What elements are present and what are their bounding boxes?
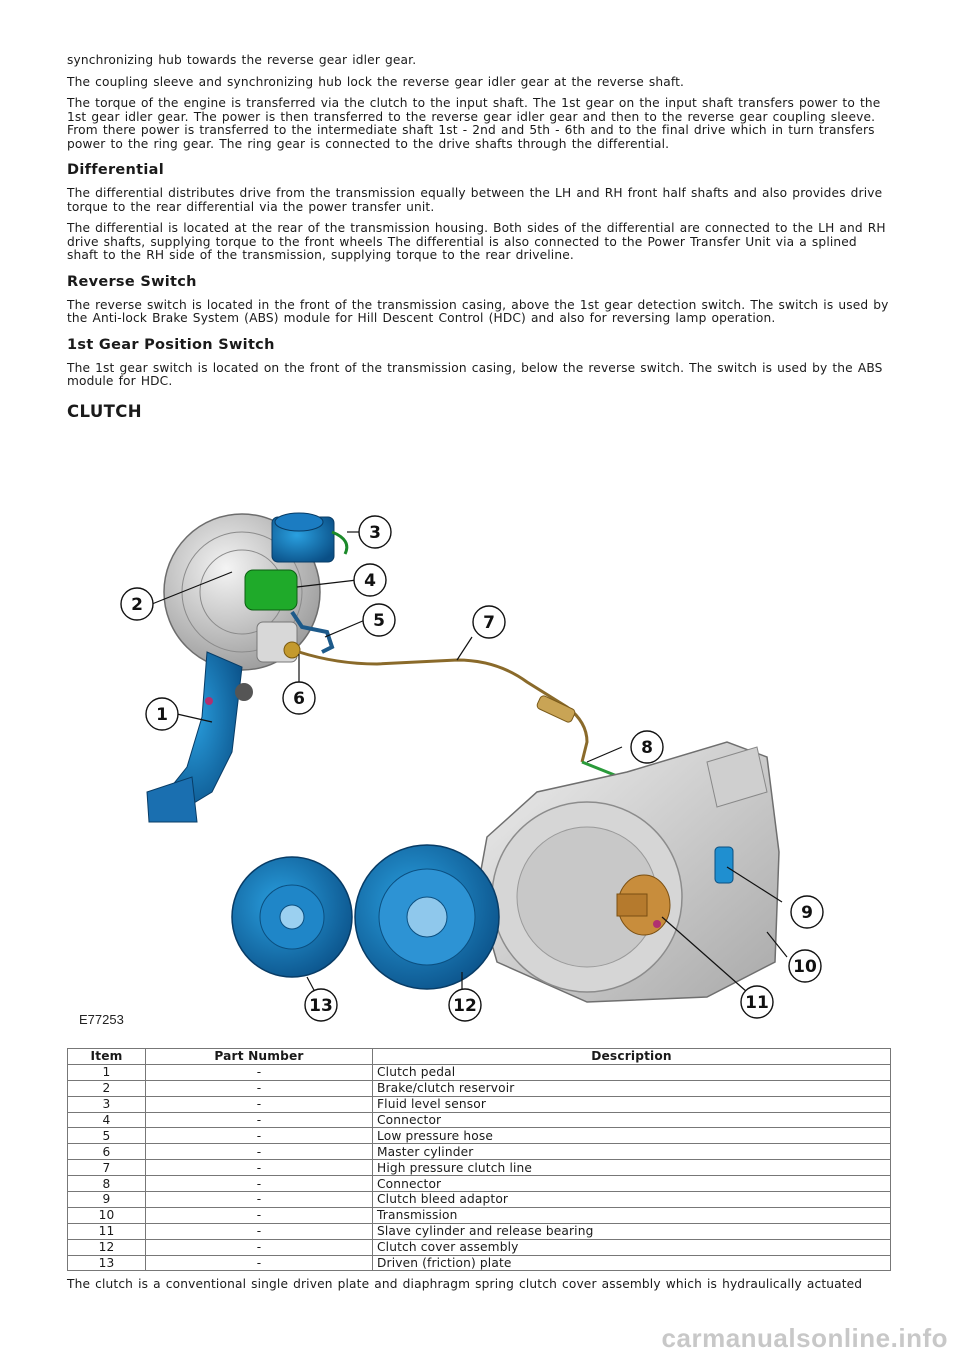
column-header-part-number: Part Number [146,1049,373,1065]
cell-part-number: - [146,1112,373,1128]
column-header-item: Item [68,1049,146,1065]
cell-item: 5 [68,1128,146,1144]
paragraph: The torque of the engine is transferred via the clutch to the input shaft. The 1st gear on the input shaft transfers power to the 1st gear idler gear. The power is then transferred to the reverse gear idler gear and then to the reverse gear coupling sleeve. From there power is transferred to the intermediate shaft 1st - 2nd and 5th - 6th and to the final drive which in turn transfers power to the ring gear. The ring gear is connected to the drive shafts through the differential. [67,96,881,151]
section-heading-1st-gear-switch: 1st Gear Position Switch [67,336,275,353]
clutch-pedal [147,652,253,822]
paragraph: synchronizing hub towards the reverse gear idler gear. [67,53,417,67]
callout-7 [473,606,505,638]
callout-5 [363,604,395,636]
table-row [68,1144,891,1160]
cell-part-number: - [146,1064,373,1080]
svg-text:5: 5 [373,611,385,631]
callout-4 [354,564,386,596]
callout-2 [121,588,153,620]
brake-clutch-reservoir [272,513,334,562]
table-row [68,1239,891,1255]
cell-item: 4 [68,1112,146,1128]
svg-text:11: 11 [745,993,769,1013]
svg-text:3: 3 [369,523,381,543]
cell-description: Master cylinder [373,1144,891,1160]
paragraph: The differential is located at the rear of the transmission housing. Both sides of the differential are connected to the LH and RH drive shafts, supplying torque to the front wheels The differential is also connected to the Power Transfer Unit via a splined shaft to the RH side of the transmission, supplying torque to the rear driveline. [67,221,886,262]
callout-6 [283,682,315,714]
watermark: carmanualsonline.info [661,1323,948,1353]
cell-item: 3 [68,1096,146,1112]
section-heading-clutch: CLUTCH [67,401,143,421]
cell-description: Transmission [373,1207,891,1223]
callout-12 [449,989,481,1021]
cell-part-number: - [146,1096,373,1112]
table-row [68,1160,891,1176]
cell-part-number: - [146,1176,373,1192]
cell-part-number: - [146,1255,373,1271]
callout-10 [789,950,821,982]
callout-8 [631,731,663,763]
cell-part-number: - [146,1192,373,1208]
cell-description: Clutch pedal [373,1064,891,1080]
table-row [68,1112,891,1128]
table-row [68,1207,891,1223]
svg-text:8: 8 [641,738,653,758]
cell-description: Connector [373,1112,891,1128]
cell-part-number: - [146,1128,373,1144]
paragraph: The reverse switch is located in the front of the transmission casing, above the 1st gear detection switch. The switch is used by the Anti-lock Brake System (ABS) module for Hill Descent Control (HDC) and also for reversing lamp operation. [67,297,889,325]
svg-text:6: 6 [293,689,305,709]
table-row [68,1080,891,1096]
svg-text:10: 10 [793,957,817,977]
paragraph: The clutch is a conventional single driven plate and diaphragm spring clutch cover assembly which is hydraulically actuated [67,1277,863,1291]
svg-text:13: 13 [309,996,333,1016]
cell-description: Clutch bleed adaptor [373,1192,891,1208]
cell-part-number: - [146,1239,373,1255]
table-header-row [68,1049,891,1065]
cell-part-number: - [146,1080,373,1096]
cell-item: 10 [68,1207,146,1223]
clutch-system-illustration [67,492,827,1032]
svg-text:4: 4 [364,571,376,591]
cell-description: Low pressure hose [373,1128,891,1144]
paragraph: The 1st gear switch is located on the front of the transmission casing, below the reverse switch. The switch is used by the ABS module for HDC. [67,360,883,388]
table-row [68,1223,891,1239]
cell-part-number: - [146,1207,373,1223]
cell-item: 7 [68,1160,146,1176]
cell-item: 9 [68,1192,146,1208]
cell-part-number: - [146,1144,373,1160]
table-row [68,1192,891,1208]
callout-11 [741,986,773,1018]
paragraph: The differential distributes drive from the transmission equally between the LH and RH front half shafts and also provides drive torque to the rear differential via the power transfer unit. [67,186,883,214]
section-heading-differential: Differential [67,162,165,178]
cell-item: 12 [68,1239,146,1255]
svg-text:1: 1 [156,705,168,725]
cell-description: Brake/clutch reservoir [373,1080,891,1096]
cell-description: Driven (friction) plate [373,1255,891,1271]
driven-friction-plate [232,857,352,977]
cell-part-number: - [146,1160,373,1176]
table-row [68,1255,891,1271]
slave-cylinder [617,875,670,935]
svg-text:9: 9 [801,903,813,923]
paragraph: The coupling sleeve and synchronizing hub lock the reverse gear idler gear at the reverse shaft. [67,74,685,89]
cell-description: Clutch cover assembly [373,1239,891,1255]
cell-description: Connector [373,1176,891,1192]
cell-item: 11 [68,1223,146,1239]
svg-text:12: 12 [453,996,477,1016]
cell-description: High pressure clutch line [373,1160,891,1176]
cell-description: Slave cylinder and release bearing [373,1223,891,1239]
transmission-housing [477,742,779,1002]
cell-item: 13 [68,1255,146,1271]
callout-3 [359,516,391,548]
cell-item: 8 [68,1176,146,1192]
cell-item: 6 [68,1144,146,1160]
callout-1 [146,698,178,730]
cell-part-number: - [146,1223,373,1239]
callout-9 [791,896,823,928]
table-row [68,1128,891,1144]
callout-13 [305,989,337,1021]
svg-text:7: 7 [483,613,495,633]
document-body [67,54,891,421]
figure-id: E77253 [79,1012,124,1027]
table-row [68,1096,891,1112]
cell-item: 1 [68,1064,146,1080]
table-row [68,1176,891,1192]
clutch-cover-assembly [355,845,499,989]
parts-table [67,1048,891,1271]
table-row [68,1064,891,1080]
cell-item: 2 [68,1080,146,1096]
svg-text:2: 2 [131,595,143,615]
column-header-description: Description [373,1049,891,1065]
section-heading-reverse-switch: Reverse Switch [67,273,197,290]
cell-description: Fluid level sensor [373,1096,891,1112]
